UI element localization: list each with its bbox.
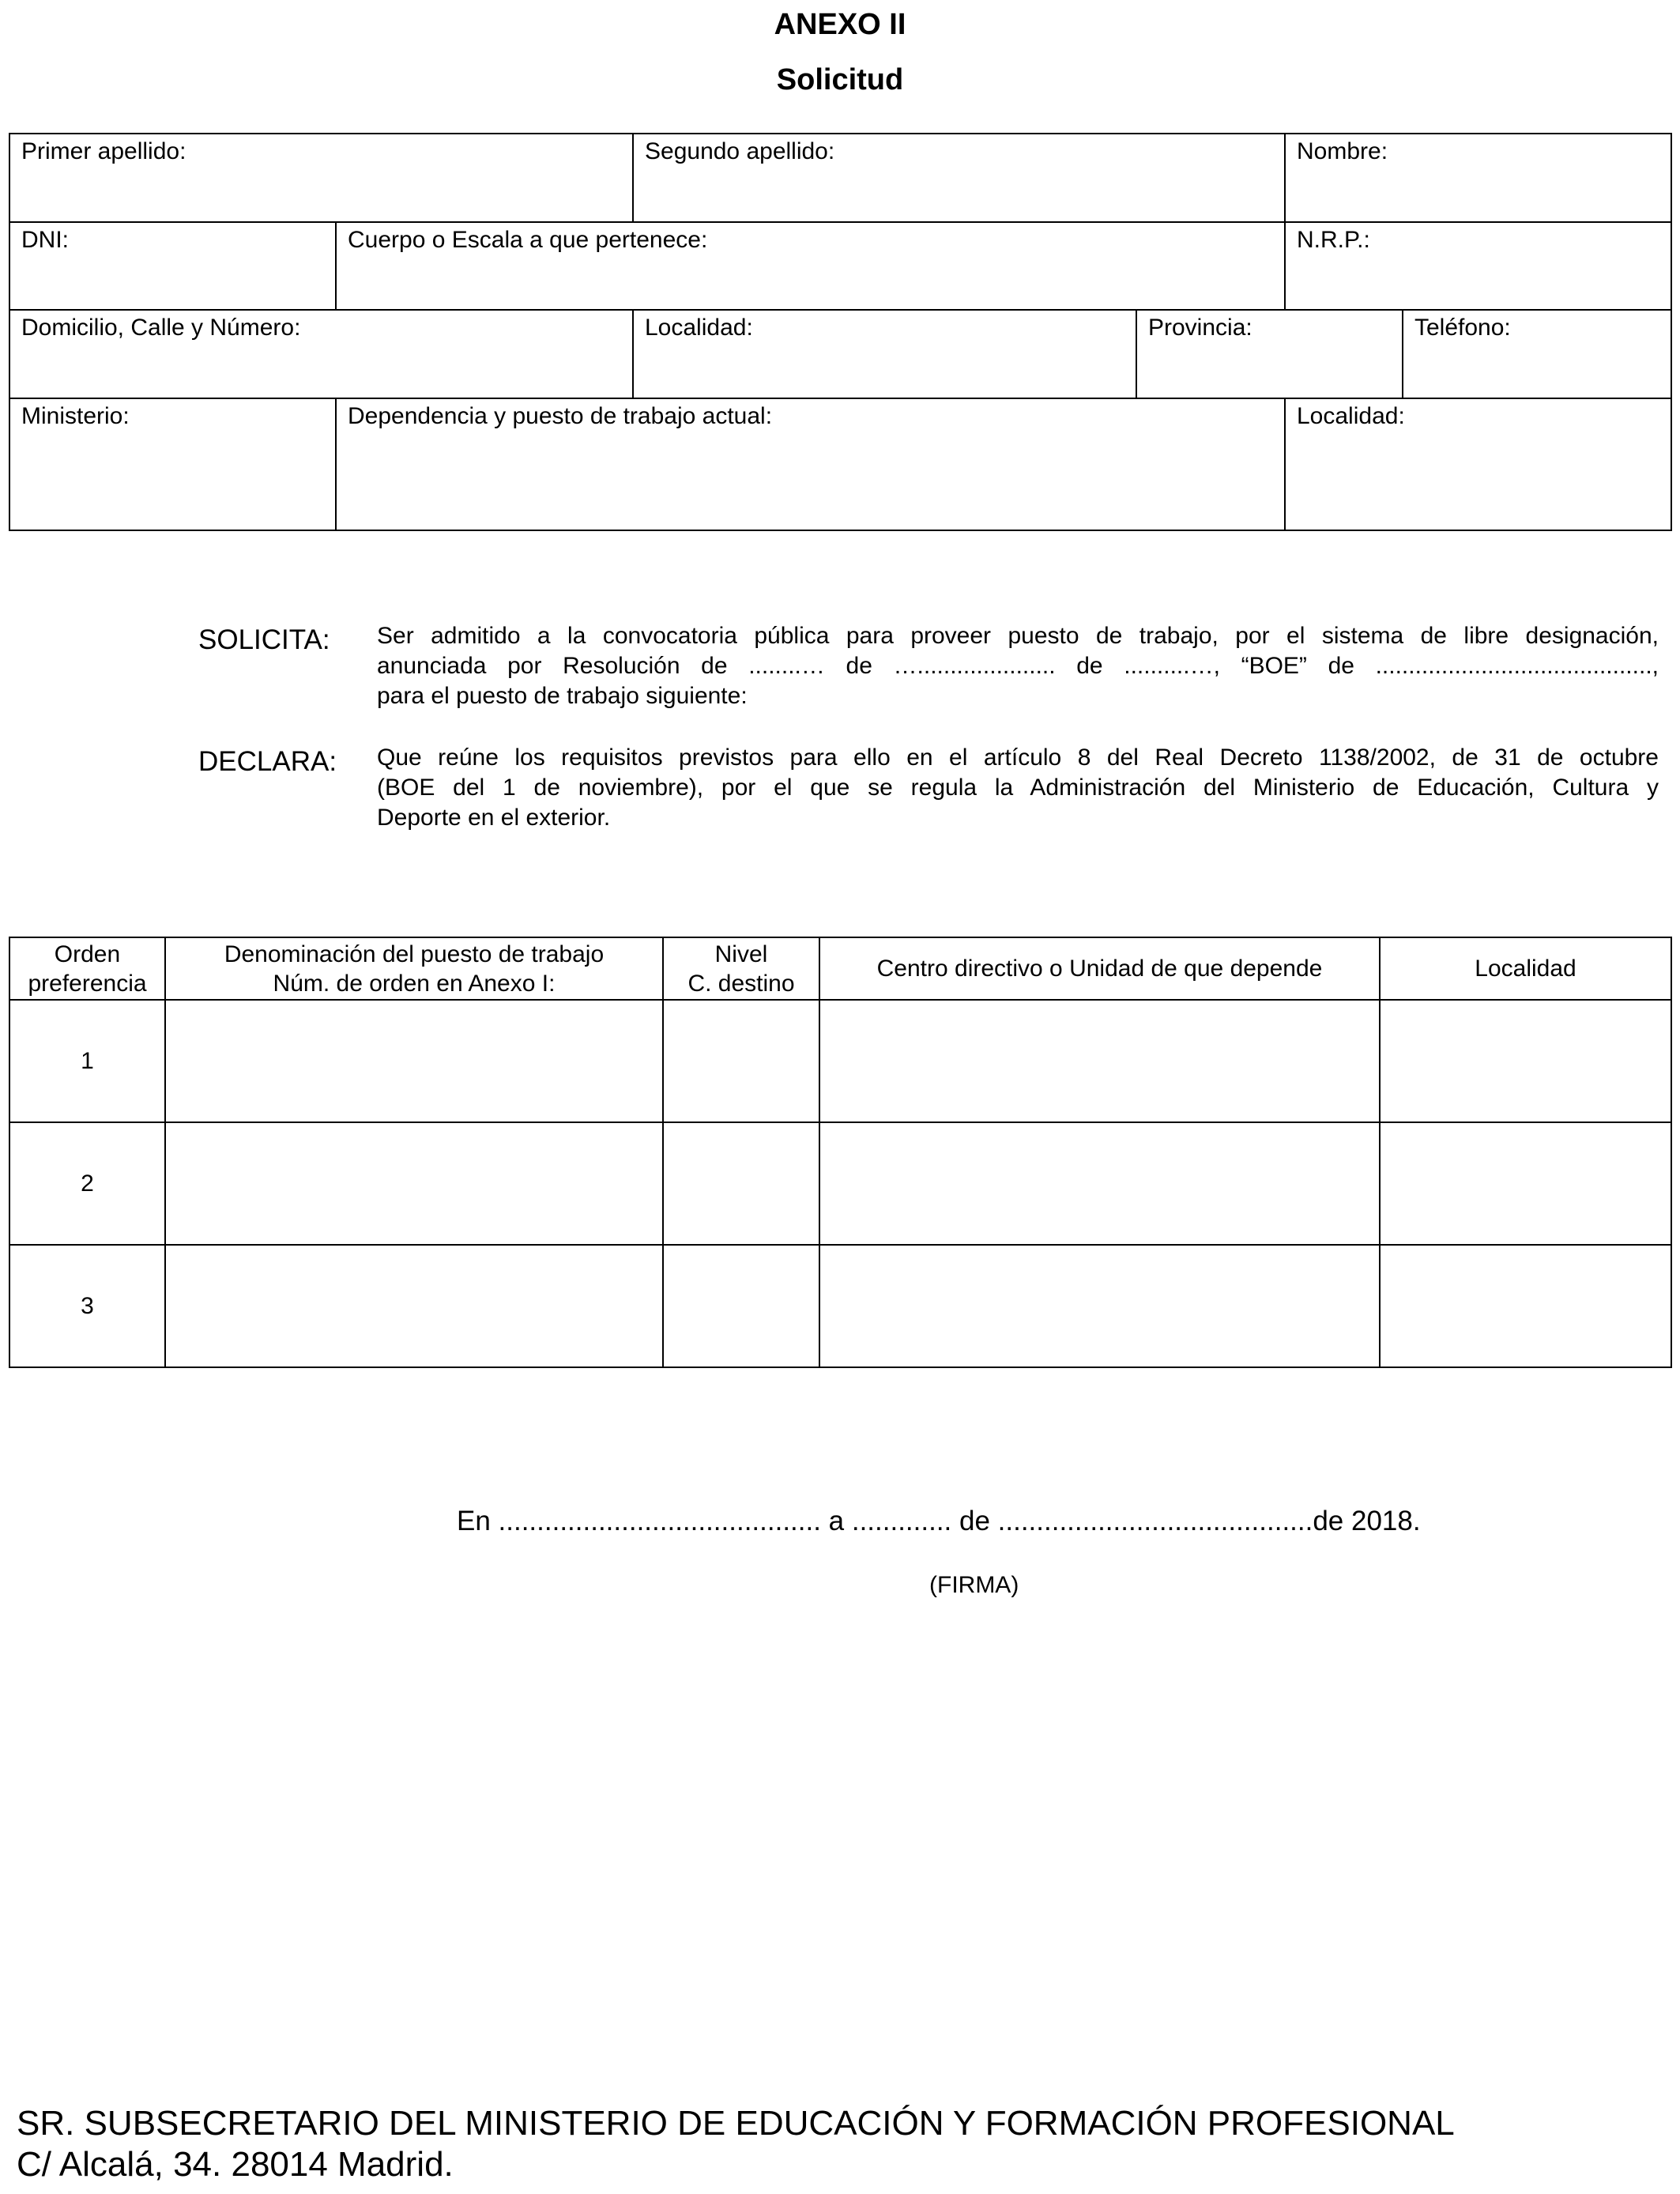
table-cell-centro[interactable] xyxy=(819,1244,1381,1368)
date-place-line: En .......................................... a ............. de .........................................de 2018. xyxy=(457,1506,1421,1536)
declara-line: Que reúne los requisitos previstos para ello en el artículo 8 del Real Decreto 1138/2002, de 31 de octubre xyxy=(377,745,1659,771)
domicilio-field[interactable] xyxy=(9,309,634,399)
domicilio-label: Domicilio, Calle y Número: xyxy=(21,315,301,341)
header-orden-line2: preferencia xyxy=(28,970,147,997)
row-number: 3 xyxy=(81,1292,94,1319)
solicita-label: SOLICITA: xyxy=(198,624,330,655)
table-cell-centro[interactable] xyxy=(819,1122,1381,1246)
provincia-label: Provincia: xyxy=(1148,315,1252,341)
dependencia-label: Dependencia y puesto de trabajo actual: xyxy=(348,403,773,429)
nrp-field[interactable] xyxy=(1284,221,1672,311)
header-nivel-line2: C. destino xyxy=(687,970,795,997)
primer-apellido-label: Primer apellido: xyxy=(21,138,186,164)
nombre-label: Nombre: xyxy=(1297,138,1388,164)
row-number: 2 xyxy=(81,1170,94,1197)
ministerio-field[interactable] xyxy=(9,398,337,531)
segundo-apellido-label: Segundo apellido: xyxy=(645,138,835,164)
table-cell-localidad[interactable] xyxy=(1379,1244,1672,1368)
declara-line: (BOE del 1 de noviembre), por el que se regula la Administración del Ministerio de Educación, Cultura y xyxy=(377,775,1659,801)
ministerio-label: Ministerio: xyxy=(21,403,130,429)
dni-field[interactable] xyxy=(9,221,337,311)
provincia-field[interactable] xyxy=(1136,309,1403,399)
solicita-line: anunciada por Resolución de ........… de …..................... de ..........…, “BOE” de .........................................., xyxy=(377,653,1659,679)
header-nivel xyxy=(662,937,820,1001)
header-denominacion xyxy=(164,937,664,1001)
table-cell-localidad[interactable] xyxy=(1379,1122,1672,1246)
nombre-field[interactable] xyxy=(1284,133,1672,223)
localidad-field[interactable] xyxy=(632,309,1137,399)
table-row-order-cell xyxy=(9,1122,166,1246)
header-denominacion-line1: Denominación del puesto de trabajo xyxy=(224,941,605,967)
header-localidad xyxy=(1379,937,1672,1001)
declara-text xyxy=(377,743,1659,833)
telefono-label: Teléfono: xyxy=(1414,315,1511,341)
row-number: 1 xyxy=(81,1047,94,1074)
table-row-order-cell xyxy=(9,1244,166,1368)
header-nivel-line1: Nivel xyxy=(714,941,768,967)
page-title: ANEXO II xyxy=(774,8,906,41)
table-cell-nivel[interactable] xyxy=(662,1244,820,1368)
table-cell-denominacion[interactable] xyxy=(164,1244,664,1368)
declara-label: DECLARA: xyxy=(198,746,337,777)
table-row-order-cell xyxy=(9,999,166,1123)
header-centro-label: Centro directivo o Unidad de que depende xyxy=(876,955,1323,982)
segundo-apellido-field[interactable] xyxy=(632,133,1286,223)
solicita-line: Ser admitido a la convocatoria pública para proveer puesto de trabajo, por el sistema de libre designación, xyxy=(377,623,1659,649)
addressee-line: SR. SUBSECRETARIO DEL MINISTERIO DE EDUCACIÓN Y FORMACIÓN PROFESIONAL xyxy=(17,2104,1455,2143)
dni-label: DNI: xyxy=(21,227,69,253)
primer-apellido-field[interactable] xyxy=(9,133,634,223)
header-denominacion-line2: Núm. de orden en Anexo I: xyxy=(273,970,556,997)
table-cell-centro[interactable] xyxy=(819,999,1381,1123)
declara-line: Deporte en el exterior. xyxy=(377,805,611,831)
solicita-line: para el puesto de trabajo siguiente: xyxy=(377,683,748,709)
header-centro xyxy=(819,937,1381,1001)
telefono-field[interactable] xyxy=(1402,309,1672,399)
header-orden xyxy=(9,937,166,1001)
localidad-label: Localidad: xyxy=(645,315,753,341)
localidad-actual-label: Localidad: xyxy=(1297,403,1405,429)
dependencia-field[interactable] xyxy=(335,398,1286,531)
table-cell-nivel[interactable] xyxy=(662,999,820,1123)
cuerpo-label: Cuerpo o Escala a que pertenece: xyxy=(348,227,708,253)
table-cell-denominacion[interactable] xyxy=(164,1122,664,1246)
localidad-actual-field[interactable] xyxy=(1284,398,1672,531)
header-localidad-label: Localidad xyxy=(1475,955,1576,982)
table-cell-localidad[interactable] xyxy=(1379,999,1672,1123)
table-cell-denominacion[interactable] xyxy=(164,999,664,1123)
page-subtitle: Solicitud xyxy=(776,63,904,96)
header-orden-line1: Orden xyxy=(54,941,121,967)
solicita-text xyxy=(377,621,1659,711)
cuerpo-field[interactable] xyxy=(335,221,1286,311)
table-cell-nivel[interactable] xyxy=(662,1122,820,1246)
signature-label: (FIRMA) xyxy=(929,1572,1019,1598)
address-line: C/ Alcalá, 34. 28014 Madrid. xyxy=(17,2145,454,2184)
nrp-label: N.R.P.: xyxy=(1297,227,1370,253)
